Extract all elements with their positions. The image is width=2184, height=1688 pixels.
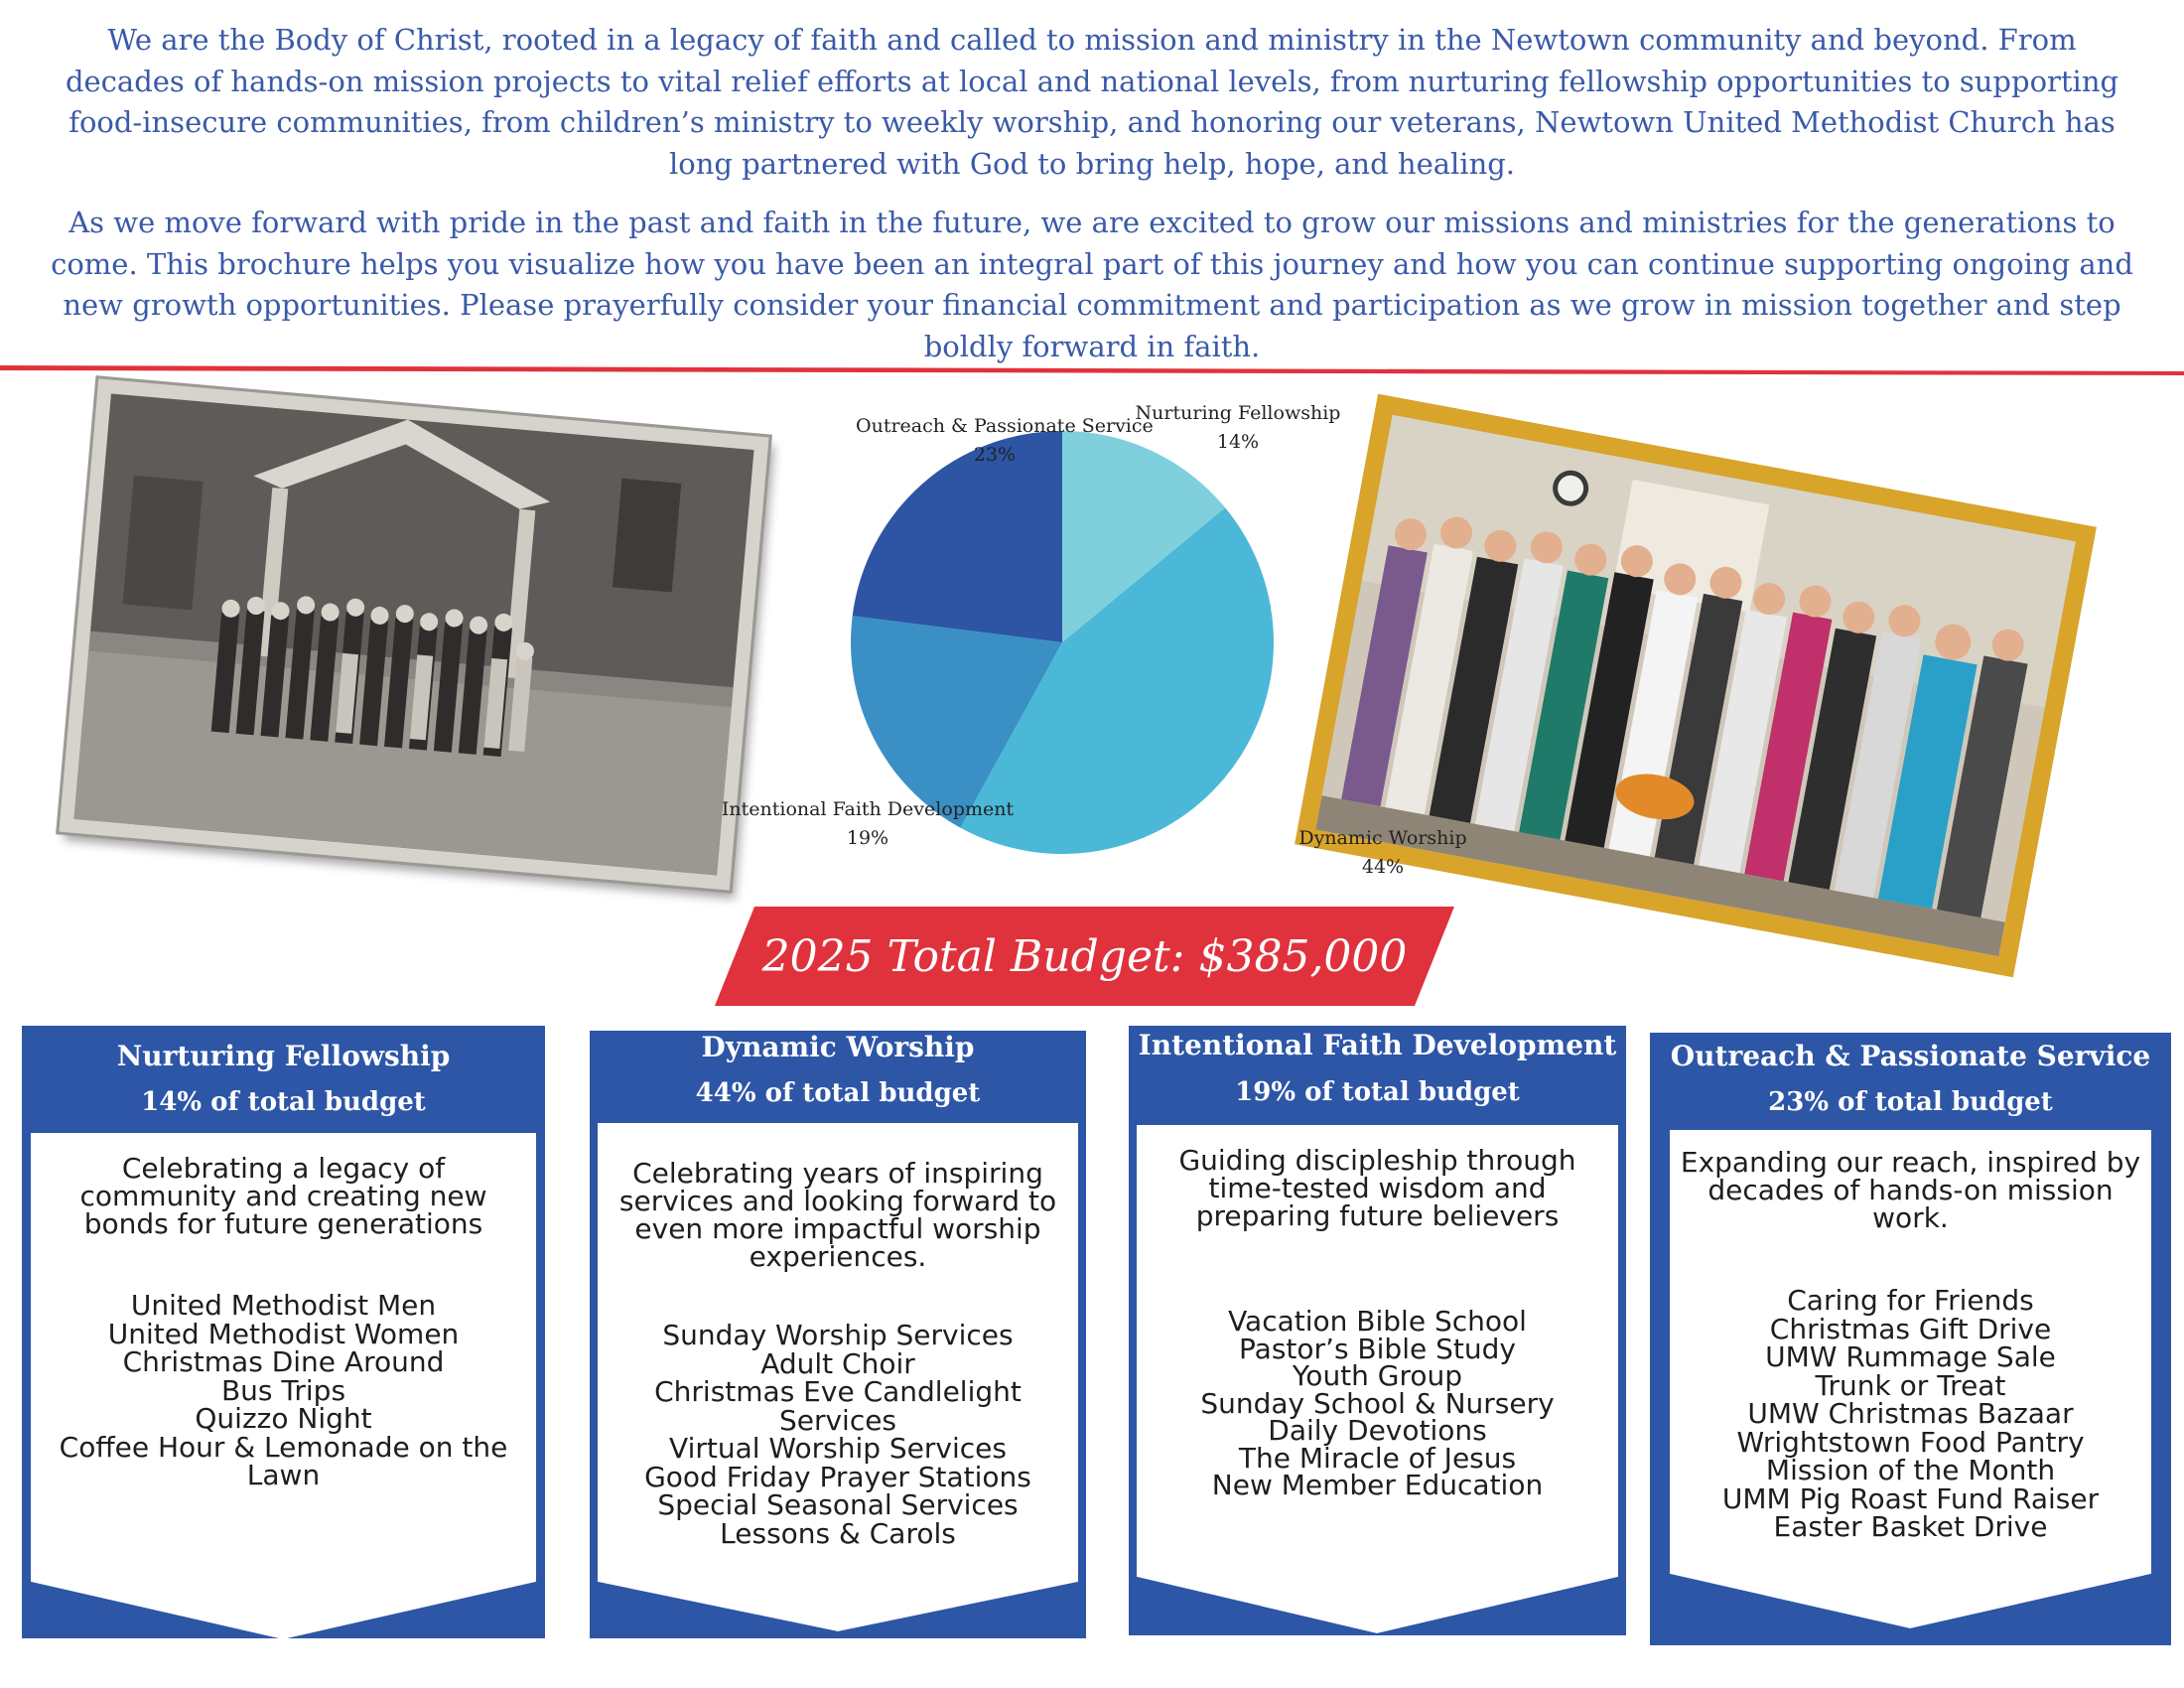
card-nurturing-fellowship <box>22 1026 545 1638</box>
pie-label-faith <box>719 795 1017 853</box>
card-item-list <box>1139 1305 1616 1501</box>
congregation-group-photo <box>1295 394 2097 977</box>
list-item: UMM Pig Roast Fund Raiser <box>1721 1481 2100 1515</box>
pie-label-outreach-name: Outreach & Passionate Service <box>856 415 1154 437</box>
card-description: Expanding our reach, inspired by decades of hands-on mission work. <box>1680 1146 2141 1234</box>
pie-label-outreach-value: 23% <box>973 444 1017 466</box>
card-title: Dynamic Worship <box>701 1031 975 1063</box>
card-subtitle: 19% of total budget <box>1235 1077 1520 1107</box>
card-title: Intentional Faith Development <box>1138 1029 1617 1061</box>
card-title: Nurturing Fellowship <box>116 1040 451 1072</box>
list-item: Sunday School & Nursery <box>1200 1386 1555 1420</box>
list-item: UMW Christmas Bazaar <box>1747 1397 2074 1430</box>
card-dynamic-worship <box>590 1031 1086 1638</box>
list-item: UMW Rummage Sale <box>1765 1340 2056 1373</box>
pie-label-faith-name: Intentional Faith Development <box>721 798 1015 820</box>
intro-text <box>50 20 2134 385</box>
list-item: Good Friday Prayer Stations <box>644 1460 1031 1493</box>
list-item: Bus Trips <box>220 1373 346 1407</box>
card-item-list <box>598 1319 1078 1550</box>
pie-label-worship-value: 44% <box>1361 856 1405 878</box>
list-item: Special Seasonal Services <box>657 1488 1019 1521</box>
card-description: Guiding discipleship through time-tested wisdom and preparing future believers <box>1178 1144 1576 1232</box>
budget-pie-chart <box>849 429 1276 856</box>
card-description: Celebrating a legacy of community and creating new bonds for future generations <box>79 1152 487 1240</box>
list-item: New Member Education <box>1211 1469 1544 1501</box>
card-description: Celebrating years of inspiring services and looking forward to even more impactful worship experiences. <box>618 1157 1057 1273</box>
list-item: Christmas Gift Drive <box>1769 1312 2052 1345</box>
card-item-list <box>1670 1284 2151 1543</box>
list-item: United Methodist Men <box>130 1289 437 1322</box>
pie-label-faith-value: 19% <box>846 827 889 849</box>
intro-paragraph-1: We are the Body of Christ, rooted in a legacy of faith and called to mission and ministry in the Newtown community and beyond. From decades of hands-on mission projects to vital relief efforts at local and national levels, from nurturing fellowship opportunities to supporting food-insecure communities, from children’s ministry to weekly worship, and honoring our veterans, Newtown United Methodist Church has long partnered with God to bring help, hope, and healing. <box>65 23 2119 181</box>
budget-banner-text: 2025 Total Budget: $385,000 <box>761 930 1408 982</box>
list-item: Lessons & Carols <box>720 1516 956 1550</box>
red-divider <box>0 365 2184 374</box>
list-item: Easter Basket Drive <box>1773 1510 2048 1543</box>
list-item: Caring for Friends <box>1787 1284 2034 1317</box>
list-item: Trunk or Treat <box>1815 1368 2006 1402</box>
list-item: Adult Choir <box>760 1346 915 1380</box>
pie-label-fellowship-value: 14% <box>1216 431 1260 453</box>
list-item: Virtual Worship Services <box>669 1432 1007 1465</box>
list-item: Daily Devotions <box>1268 1414 1487 1447</box>
pie-label-fellowship <box>1129 399 1347 457</box>
list-item: Youth Group <box>1292 1359 1463 1392</box>
card-outreach-passionate-service <box>1650 1033 2171 1645</box>
list-item: Christmas Dine Around <box>122 1345 445 1378</box>
list-item: Wrightstown Food Pantry <box>1736 1425 2085 1459</box>
card-subtitle: 23% of total budget <box>1768 1087 2053 1117</box>
card-intentional-faith-development <box>1129 1026 1626 1635</box>
list-item: Mission of the Month <box>1765 1454 2056 1486</box>
list-item: United Methodist Women <box>107 1317 460 1350</box>
list-item: Vacation Bible School <box>1228 1305 1527 1337</box>
pie-label-worship <box>1289 824 1477 882</box>
pie-label-fellowship-name: Nurturing Fellowship <box>1135 402 1341 424</box>
pie-label-worship-name: Dynamic Worship <box>1298 827 1467 849</box>
list-item: Sunday Worship Services <box>662 1319 1014 1351</box>
card-title: Outreach & Passionate Service <box>1670 1040 2151 1072</box>
list-item: Coffee Hour & Lemonade on the Lawn <box>59 1430 508 1491</box>
list-item: Christmas Eve Candlelight Services <box>654 1375 1022 1437</box>
card-subtitle: 14% of total budget <box>141 1087 426 1117</box>
historic-church-photo <box>59 378 768 890</box>
intro-paragraph-2: As we move forward with pride in the past and faith in the future, we are excited to grow our missions and ministries for the generations to come. This brochure helps you visualize how you have been an integral part of this journey and how you can continue supporting ongoing and new growth opportunities. Please prayerfully consider your financial commitment and participation as we grow in mission together and step boldly forward in faith. <box>51 206 2133 363</box>
list-item: Pastor’s Bible Study <box>1239 1332 1516 1365</box>
list-item: Quizzo Night <box>195 1402 372 1435</box>
card-item-list <box>42 1289 525 1491</box>
list-item: The Miracle of Jesus <box>1238 1441 1517 1475</box>
card-subtitle: 44% of total budget <box>695 1078 981 1108</box>
pie-label-outreach <box>856 412 1154 470</box>
